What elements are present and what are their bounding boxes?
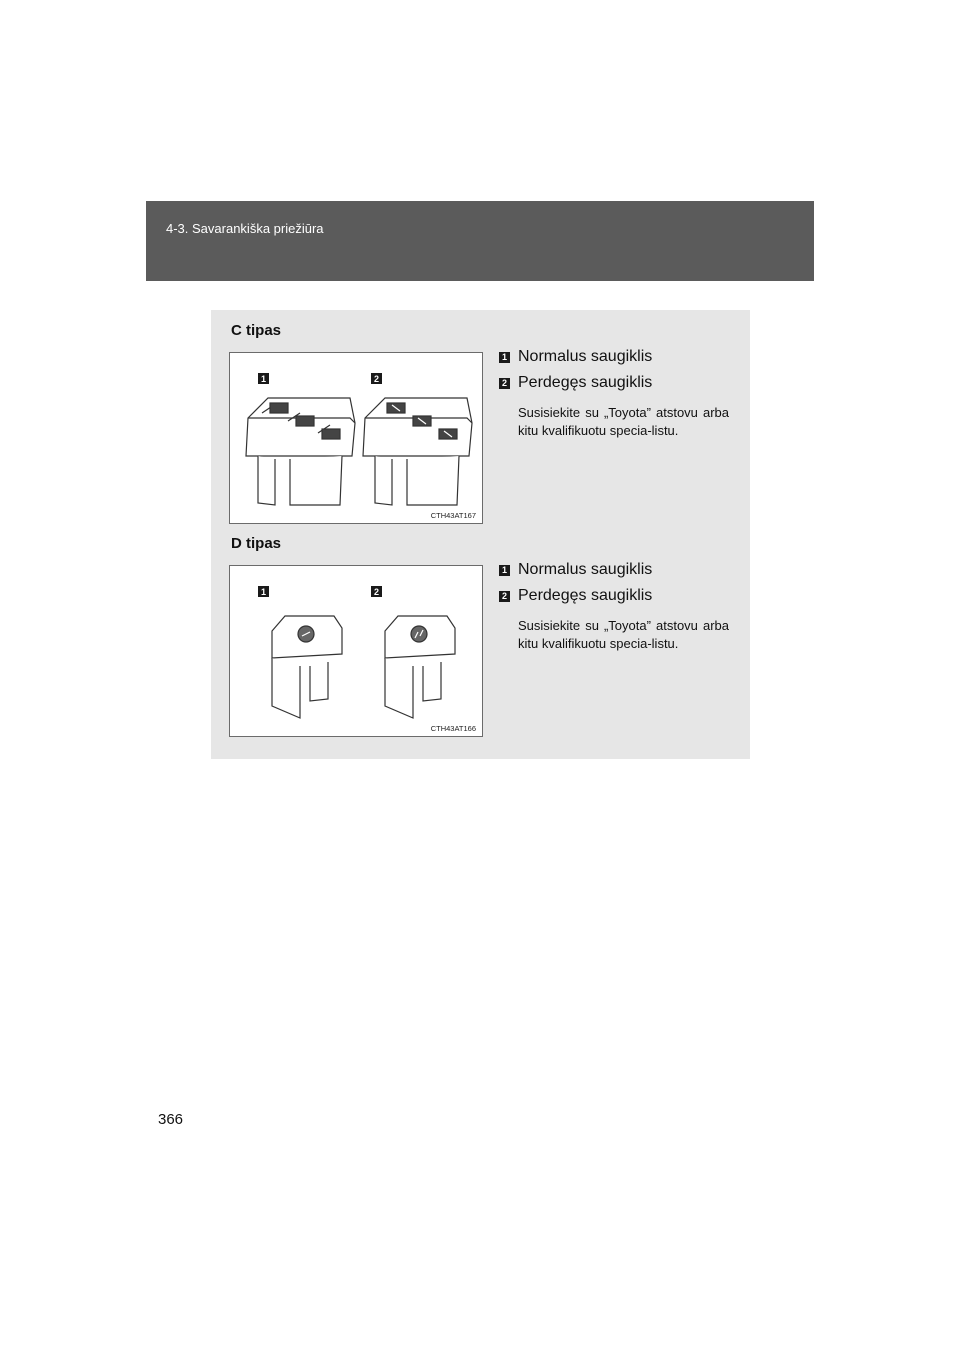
normal-cartridge-fuse (246, 398, 355, 505)
item-label: Perdegęs saugiklis (518, 587, 653, 604)
item-label: Normalus saugiklis (518, 561, 653, 578)
type-d-callouts (499, 557, 729, 653)
type-d-figure (229, 565, 483, 737)
number-badge: 1 (499, 352, 510, 363)
item-label: Perdegęs saugiklis (518, 374, 653, 391)
dealer-note: Susisiekite su „Toyota” atstovu arba kitu kvalifikuotu specia-listu. (518, 618, 729, 651)
list-item (499, 583, 729, 609)
figure-code: CTH43AT167 (430, 511, 476, 520)
figure-code: CTH43AT166 (430, 724, 476, 733)
fuse-types-panel (211, 310, 750, 759)
list-item (499, 557, 729, 583)
blade-fuse-illustration (230, 566, 482, 736)
number-badge: 2 (499, 378, 510, 389)
figure-badge-2-label: 2 (373, 587, 380, 597)
figure-badge-1-label: 1 (260, 587, 267, 597)
normal-blade-fuse (272, 616, 342, 718)
type-d-heading: D tipas (231, 535, 282, 552)
list-item (499, 370, 729, 396)
dealer-note: Susisiekite su „Toyota” atstovu arba kitu kvalifikuotu specia-listu. (518, 405, 729, 438)
list-item (499, 344, 729, 370)
blown-cartridge-fuse (363, 398, 472, 505)
page-number: 366 (158, 1111, 184, 1128)
number-badge: 2 (499, 591, 510, 602)
section-header-bar (146, 201, 814, 281)
section-title: 4-3. Savarankiška priežiūra (166, 221, 324, 236)
cartridge-fuse-illustration (230, 353, 482, 523)
figure-badge-1-label: 1 (260, 374, 267, 384)
blown-blade-fuse (385, 616, 455, 718)
item-label: Normalus saugiklis (518, 348, 653, 365)
type-c-heading: C tipas (231, 322, 282, 339)
figure-badge-2-label: 2 (373, 374, 380, 384)
type-c-figure (229, 352, 483, 524)
number-badge: 1 (499, 565, 510, 576)
type-c-callouts (499, 344, 729, 440)
